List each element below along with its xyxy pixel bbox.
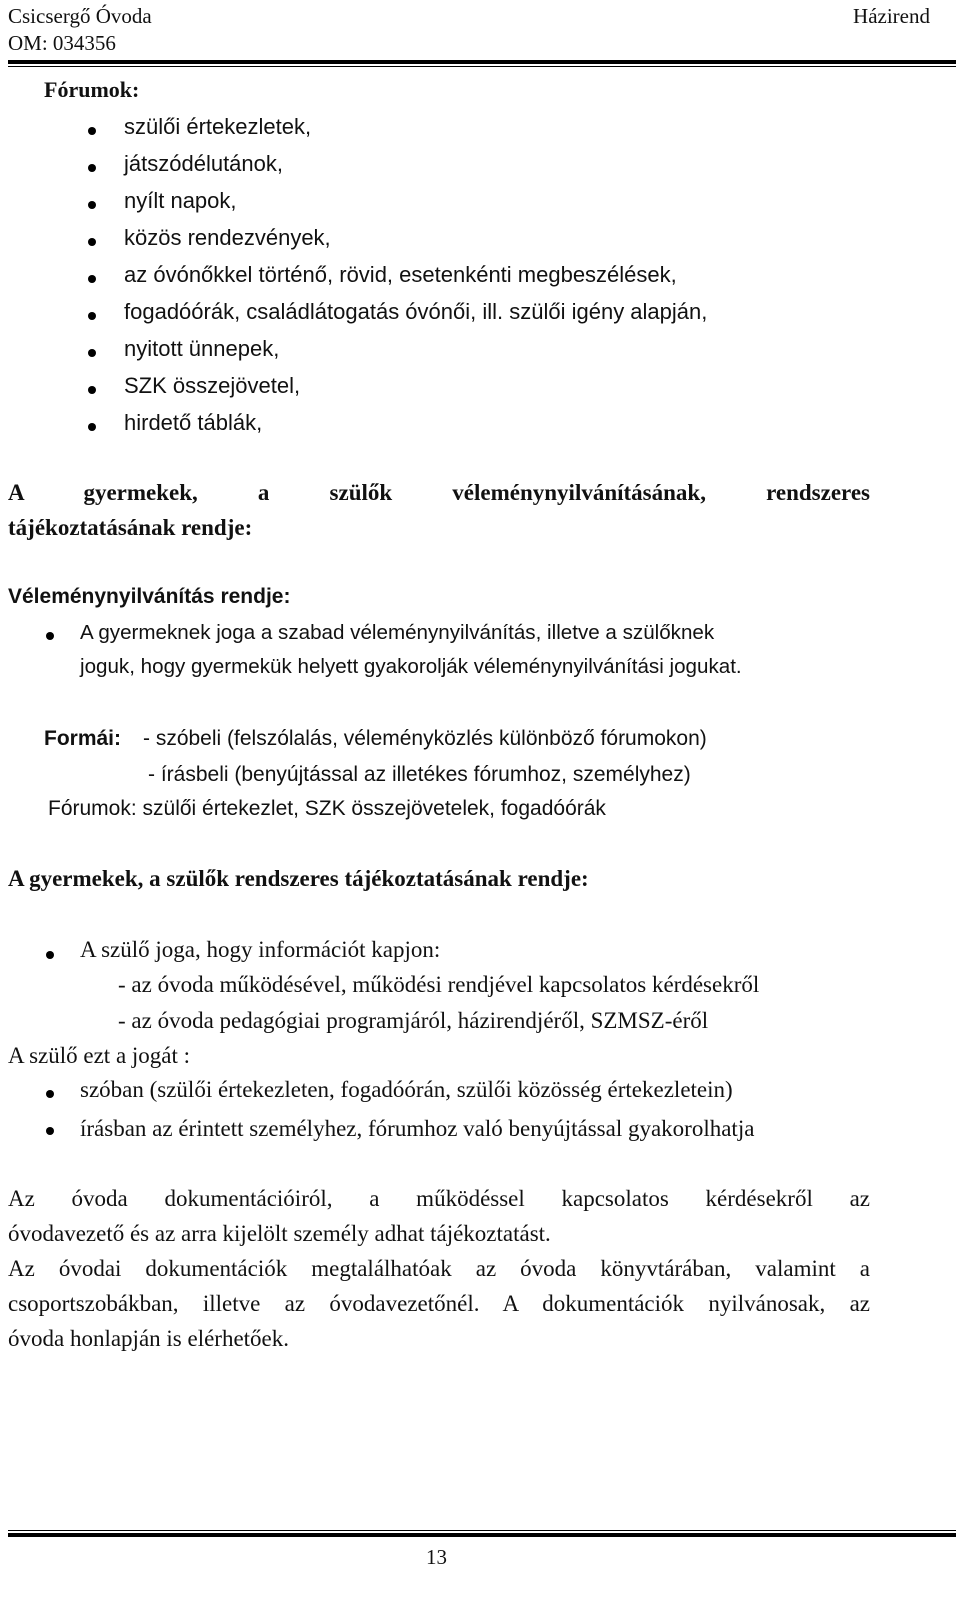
list-item: játszódélutánok,	[124, 151, 283, 176]
info-heading: A gyermekek, a szülők rendszeres tájékoztatásának rendje:	[8, 866, 589, 891]
doc-title: Házirend	[853, 4, 930, 28]
docs-p2-line3: óvoda honlapján is elérhetőek.	[8, 1326, 290, 1351]
footer-rule-thick	[8, 1533, 956, 1537]
info-bullet1: A szülő joga, hogy információt kapjon:	[80, 937, 441, 962]
section-heading-line1: A gyermekek, a szülők véleménynyilvánításának, rendszeres	[8, 480, 870, 505]
docs-p1-line1: Az óvoda dokumentációiról, a működéssel kapcsolatos kérdésekről az	[8, 1186, 870, 1211]
info-sub1: - az óvoda működésével, működési rendjével kapcsolatos kérdésekről	[118, 972, 760, 997]
bullet-icon	[88, 349, 96, 357]
list-item: az óvónőkkel történő, rövid, esetenkénti megbeszélések,	[124, 262, 677, 287]
forums-title: Fórumok:	[44, 77, 140, 102]
docs-p2-line1: Az óvodai dokumentációk megtalálhatóak az óvoda könyvtárában, valamint a	[8, 1256, 870, 1281]
list-item: közös rendezvények,	[124, 225, 331, 250]
bullet-icon	[88, 423, 96, 431]
list-item: fogadóórák, családlátogatás óvónői, ill. szülői igény alapján,	[124, 299, 708, 324]
right-intro: A szülő ezt a jogát :	[8, 1043, 191, 1068]
bullet-icon	[88, 275, 96, 283]
bullet-icon	[88, 201, 96, 209]
bullet-icon	[88, 127, 96, 135]
list-item: írásban az érintett személyhez, fórumhoz való benyújtással gyakorolhatja	[80, 1116, 755, 1141]
docs-p1-line2: óvodavezető és az arra kijelölt személy adhat tájékoztatást.	[8, 1221, 551, 1246]
list-item: nyílt napok,	[124, 188, 237, 213]
opinion-text-line2: joguk, hogy gyermekük helyett gyakorolják véleménynyilvánítási jogukat.	[80, 655, 742, 678]
bullet-icon	[46, 951, 54, 959]
list-item: szülői értekezletek,	[124, 114, 312, 139]
docs-p2-line2: csoportszobákban, illetve az óvodavezetőnél. A dokumentációk nyilvánosak, az	[8, 1291, 870, 1316]
bullet-icon	[46, 1127, 54, 1135]
list-item: SZK összejövetel,	[124, 373, 301, 398]
bullet-icon	[88, 238, 96, 246]
bullet-icon	[88, 386, 96, 394]
header-rule-thin	[8, 66, 956, 67]
footer-rule-thin	[8, 1530, 956, 1531]
opinion-title: Véleménynyilvánítás rendje:	[8, 585, 291, 608]
forms-written: - írásbeli (benyújtással az illetékes fórumhoz, személyhez)	[148, 763, 691, 786]
forms-oral: - szóbeli (felszólalás, véleményközlés különböző fórumokon)	[143, 727, 707, 750]
header-rule-thick	[8, 60, 956, 64]
org-name: Csicsergő Óvoda	[8, 4, 152, 28]
opinion-text-line1: A gyermeknek joga a szabad véleménynyilvánítás, illetve a szülőknek	[80, 621, 715, 644]
forms-label: Formái:	[44, 727, 122, 750]
page-number: 13	[426, 1545, 447, 1569]
bullet-icon	[88, 164, 96, 172]
bullet-icon	[46, 632, 54, 640]
list-item: hirdető táblák,	[124, 410, 263, 435]
section-heading-line2: tájékoztatásának rendje:	[8, 515, 253, 540]
om-id: OM: 034356	[8, 31, 116, 55]
list-item: szóban (szülői értekezleten, fogadóórán, szülői közösség értekezletein)	[80, 1077, 733, 1102]
forums-line: Fórumok: szülői értekezlet, SZK összejövetelek, fogadóórák	[48, 797, 606, 820]
info-sub2: - az óvoda pedagógiai programjáról, házirendjéről, SZMSZ-éről	[118, 1008, 709, 1033]
bullet-icon	[46, 1090, 54, 1098]
bullet-icon	[88, 312, 96, 320]
list-item: nyitott ünnepek,	[124, 336, 280, 361]
